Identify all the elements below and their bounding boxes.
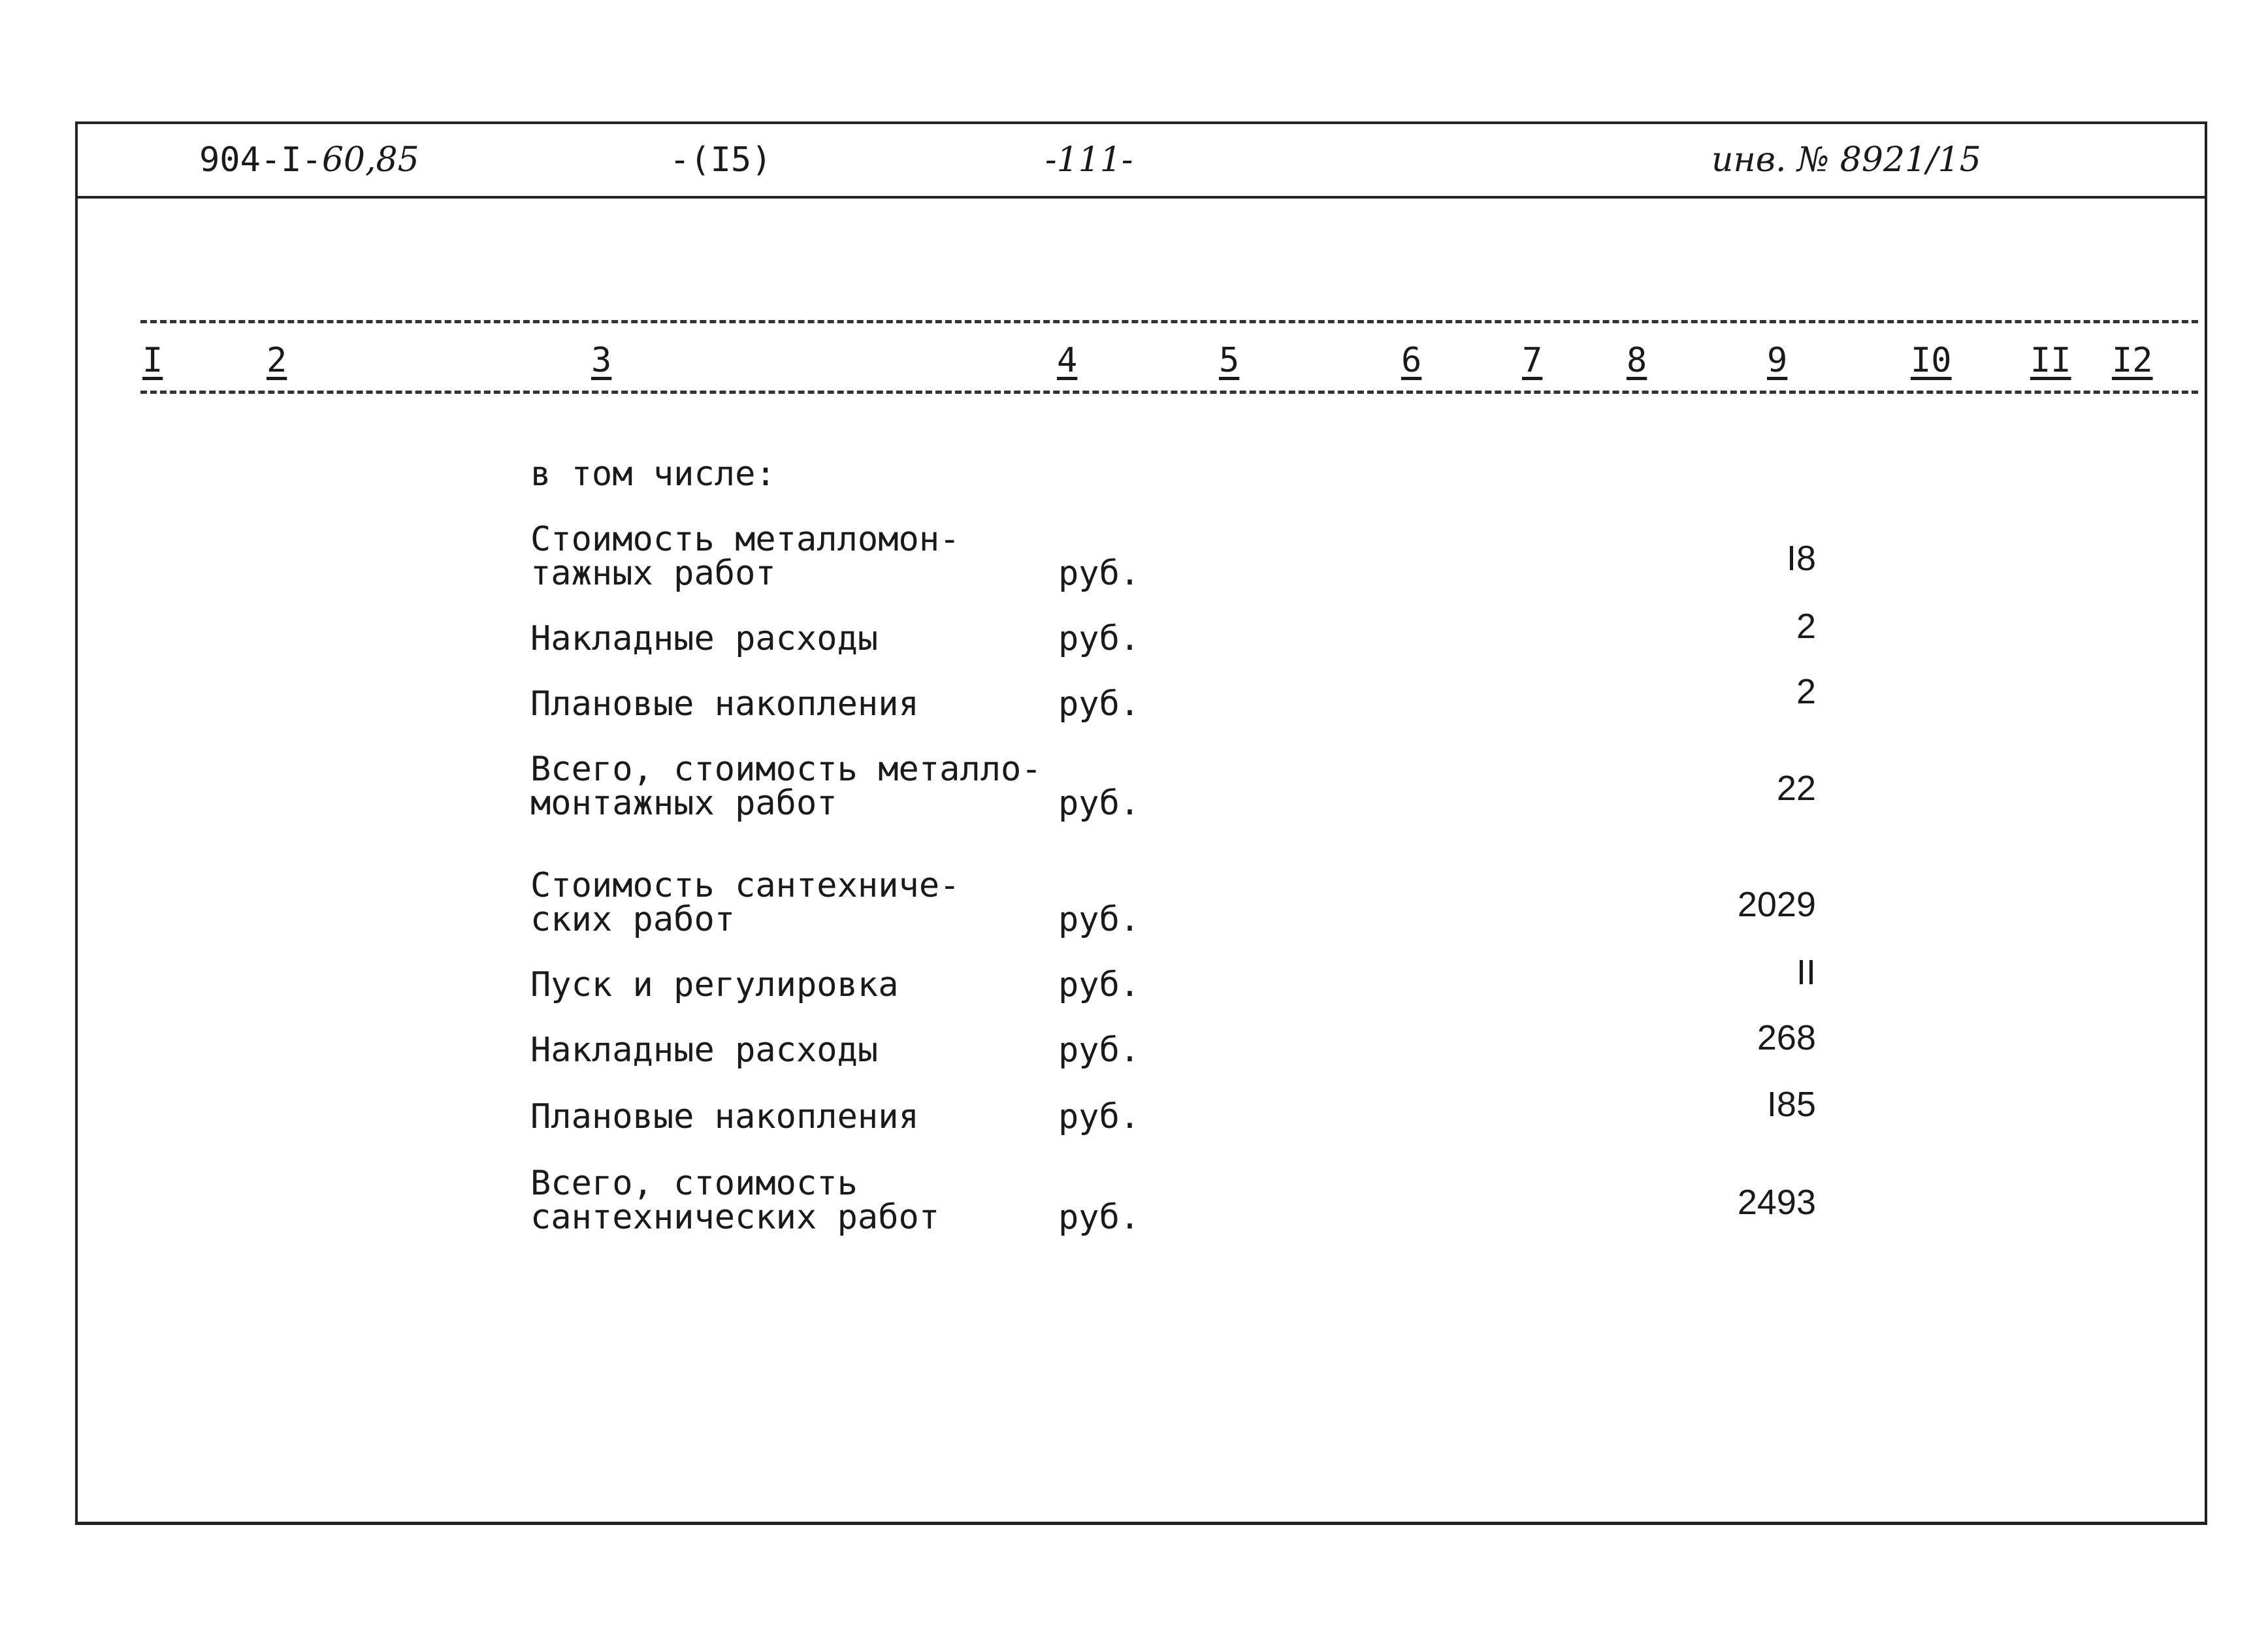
- document-code-handwritten: 60,85: [321, 140, 419, 180]
- column-number: 2: [267, 341, 287, 380]
- row-unit: руб.: [1058, 965, 1141, 1004]
- row-label: Плановые накопления: [530, 1097, 919, 1136]
- row-value: 2493: [1737, 1183, 1816, 1222]
- row-label: Стоимость металломон- тажных работ: [530, 520, 960, 593]
- column-number: 5: [1219, 341, 1240, 380]
- row-value: 2: [1796, 607, 1816, 646]
- page-frame: [75, 121, 2207, 1525]
- column-number: I0: [1911, 341, 1952, 380]
- column-number: 4: [1057, 341, 1078, 380]
- table-head-top-rule: [140, 320, 2198, 323]
- row-unit: руб.: [1058, 554, 1141, 593]
- page-number: -111-: [1045, 140, 1133, 180]
- row-unit: руб.: [1058, 1097, 1141, 1136]
- row-label: Стоимость сантехниче- ских работ: [530, 866, 960, 939]
- header-rule: [75, 196, 2205, 199]
- sheet-number: -(I5): [670, 140, 772, 180]
- row-unit: руб.: [1058, 1198, 1141, 1237]
- row-value: 22: [1776, 769, 1816, 808]
- row-unit: руб.: [1058, 1031, 1141, 1070]
- row-label: Плановые накопления: [530, 684, 919, 724]
- row-unit: руб.: [1058, 684, 1141, 724]
- inventory-number: инв. № 8921/15: [1711, 140, 1981, 180]
- column-number: I: [142, 341, 163, 380]
- row-value: 2: [1796, 672, 1816, 711]
- row-unit: руб.: [1058, 900, 1141, 939]
- row-value: 2029: [1737, 885, 1816, 924]
- column-number: II: [2030, 341, 2071, 380]
- row-label: Накладные расходы: [530, 1031, 879, 1070]
- row-value: 268: [1757, 1018, 1816, 1057]
- row-unit: руб.: [1058, 619, 1141, 658]
- row-value: II: [1796, 953, 1816, 992]
- row-label: Всего, стоимость сантехнических работ: [530, 1164, 940, 1237]
- table-head-bottom-rule: [140, 391, 2198, 394]
- row-value: I8: [1786, 539, 1816, 578]
- row-label: Всего, стоимость металло- монтажных работ: [530, 750, 1042, 823]
- column-number: 8: [1627, 341, 1647, 380]
- document-code-prefix: 904-I-: [199, 140, 322, 180]
- row-unit: руб.: [1058, 784, 1141, 823]
- column-number: 6: [1401, 341, 1422, 380]
- intro-text: в том числе:: [530, 455, 776, 494]
- column-number: 7: [1522, 341, 1543, 380]
- column-number: 3: [591, 341, 612, 380]
- column-number: I2: [2112, 341, 2153, 380]
- column-number: 9: [1767, 341, 1788, 380]
- row-value: I85: [1766, 1085, 1816, 1124]
- row-label: Накладные расходы: [530, 619, 879, 658]
- row-label: Пуск и регулировка: [530, 965, 899, 1004]
- document-code: [199, 137, 419, 183]
